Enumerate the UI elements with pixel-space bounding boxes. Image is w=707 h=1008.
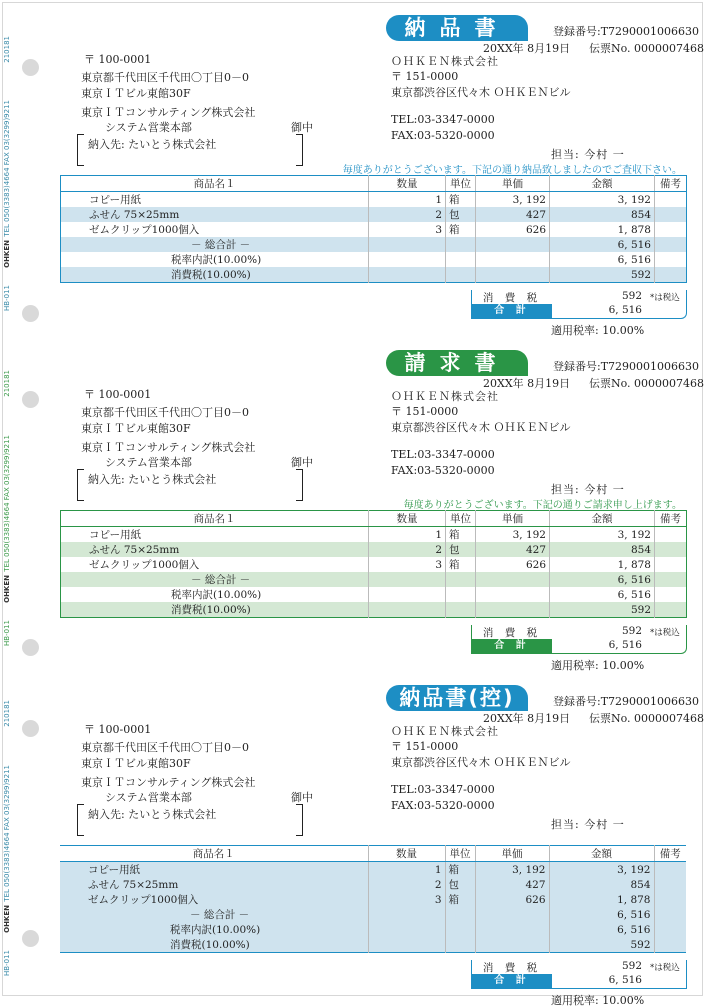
unit-cell: 包 [445,877,475,892]
column-header: 数量 [369,511,446,527]
total-label: 合 計 [472,639,552,653]
sender-address: 東京都渋谷区代々木 ＯＨＫＥＮビル [391,756,571,769]
column-header: 商品名１ [61,511,369,527]
table-row [61,587,687,602]
amount-cell: 6, 516 [550,572,655,587]
honorific: 御中 [291,121,313,134]
punch-hole [22,305,39,322]
sender-company: ＯＨＫＥＮ株式会社 [391,55,499,68]
unit-price-cell [476,602,550,618]
amount-cell: 6, 516 [550,237,655,252]
applied-tax-rate: 適用税率: 10.00% [551,324,645,337]
unit-cell [446,237,476,252]
unit-cell [446,602,476,618]
quantity-cell [368,937,445,953]
amount-cell: 592 [550,602,655,618]
amount-cell: 1, 878 [550,222,655,237]
remarks-cell [654,937,686,953]
ship-to-bracket-right [296,804,303,836]
table-row [61,222,687,237]
table-row [60,907,686,922]
unit-cell: 箱 [446,192,476,208]
ship-to-bracket-left [77,134,84,166]
column-header: 金額 [550,511,655,527]
total-row [471,974,686,988]
issue-date: 20XX年 8月19日 [483,42,571,55]
item-name-cell: ゼムクリップ1000個入 [61,222,369,237]
amount-cell: 854 [549,877,654,892]
column-header: 備考 [654,846,686,862]
slip-number: 伝票No. 0000007468 [589,712,705,725]
sender-postal: 〒 151-0000 [391,70,459,83]
recipient-postal: 〒 100-0001 [84,388,152,401]
table-header-row [61,176,687,192]
item-name-cell: ふせん 75×25mm [61,542,369,557]
recipient-address-1: 東京都千代田区千代田〇丁目0－0 [81,71,249,84]
column-header: 単価 [476,511,550,527]
unit-price-cell: 427 [475,877,549,892]
amount-cell: 1, 878 [549,892,654,907]
item-name-cell: ふせん 75×25mm [61,207,369,222]
recipient-postal: 〒 100-0001 [84,53,152,66]
unit-cell: 箱 [445,862,475,878]
staff-name: 担当: 今村 一 [551,148,625,161]
item-name-cell: 消費税(10.00%) [61,602,369,618]
totals-box [471,625,687,654]
table-row [60,862,686,878]
item-name-cell: ふせん 75×25mm [60,877,368,892]
quantity-cell: 3 [369,222,446,237]
sender-tel: TEL:03-3347-0000 [391,783,495,796]
quantity-cell: 3 [369,557,446,572]
remarks-cell [655,557,687,572]
table-row [61,267,687,283]
total-label: 合 計 [472,974,552,988]
item-name-cell: － 総合計 － [61,572,369,587]
side-form-code: HB-011 [3,620,11,646]
table-body [60,862,686,953]
recipient-postal: 〒 100-0001 [84,723,152,736]
table-row [61,192,687,208]
total-row [471,304,686,318]
ship-to-bracket-right [296,134,303,166]
sender-address: 東京都渋谷区代々木 ＯＨＫＥＮビル [391,421,571,434]
unit-cell: 包 [446,207,476,222]
unit-cell [446,252,476,267]
column-header: 商品名１ [61,176,369,192]
remarks-cell [655,267,687,283]
remarks-cell [654,877,686,892]
sender-postal: 〒 151-0000 [391,740,459,753]
remarks-cell [655,527,687,543]
recipient-address-1: 東京都千代田区千代田〇丁目0－0 [81,741,249,754]
tax-label: 消 費 税 [482,962,542,974]
side-code: 210181 [3,700,11,727]
recipient-department: システム営業本部 [105,791,192,804]
document-title: 納品書 [386,15,528,41]
unit-cell [445,937,475,953]
unit-cell [446,572,476,587]
quantity-cell: 3 [368,892,445,907]
total-value: 6, 516 [608,974,642,986]
quantity-cell: 2 [368,877,445,892]
side-form-code: HB-011 [3,950,11,976]
ship-to-bracket-right [296,469,303,501]
sender-fax: FAX:03-5320-0000 [391,129,495,142]
side-brand-logo: OHKEN [3,575,11,603]
unit-price-cell [475,907,549,922]
amount-cell: 592 [550,267,655,283]
unit-cell [446,267,476,283]
table-body [61,192,687,283]
remarks-cell [655,192,687,208]
unit-price-cell: 3, 192 [476,192,550,208]
quantity-cell: 1 [369,192,446,208]
quantity-cell [369,587,446,602]
side-brand-logo: OHKEN [3,905,11,933]
column-header: 単位 [446,511,476,527]
remarks-cell [655,252,687,267]
ship-to: 納入先: たいとう株式会社 [88,473,217,486]
ship-to: 納入先: たいとう株式会社 [88,808,217,821]
side-brand-logo: OHKEN [3,240,11,268]
table-row [60,892,686,907]
table-row [60,877,686,892]
unit-cell: 箱 [446,527,476,543]
table-row [61,252,687,267]
side-code: 210181 [3,36,11,63]
recipient-company: 東京ＩＴコンサルティング株式会社 [81,441,256,454]
amount-cell: 592 [549,937,654,953]
column-header: 単価 [475,846,549,862]
remarks-cell [655,602,687,618]
amount-cell: 3, 192 [550,192,655,208]
table-row [60,922,686,937]
column-header: 数量 [368,846,445,862]
side-code: 210181 [3,370,11,397]
amount-cell: 6, 516 [549,907,654,922]
tax-value: 592 [621,290,642,302]
column-header: 数量 [369,176,446,192]
sender-company: ＯＨＫＥＮ株式会社 [391,725,499,738]
recipient-address-2: 東京ＩＴビル東館30F [81,87,191,100]
sender-company: ＯＨＫＥＮ株式会社 [391,390,499,403]
recipient-address-2: 東京ＩＴビル東館30F [81,757,191,770]
amount-cell: 6, 516 [549,922,654,937]
unit-price-cell [475,922,549,937]
quantity-cell: 1 [369,527,446,543]
remarks-cell [655,587,687,602]
item-name-cell: コピー用紙 [61,192,369,208]
ship-to: 納入先: たいとう株式会社 [88,138,217,151]
side-phone: TEL 050(3383)4664 FAX 03(3299)9211 [3,765,11,902]
column-header: 備考 [655,511,687,527]
slip-number: 伝票No. 0000007468 [589,42,705,55]
tax-note: *は税込 [650,963,680,973]
recipient-address-1: 東京都千代田区千代田〇丁目0－0 [81,406,249,419]
remarks-cell [654,892,686,907]
remarks-cell [655,542,687,557]
total-label: 合 計 [472,304,552,318]
total-row [471,639,686,653]
sender-address: 東京都渋谷区代々木 ＯＨＫＥＮビル [391,86,571,99]
punch-hole [22,720,39,737]
unit-price-cell [476,587,550,602]
sender-fax: FAX:03-5320-0000 [391,464,495,477]
table-header-row [61,511,687,527]
item-name-cell: 税率内訳(10.00%) [61,587,369,602]
amount-cell: 854 [550,207,655,222]
punch-hole [22,59,39,76]
item-name-cell: ゼムクリップ1000個入 [60,892,368,907]
amount-cell: 6, 516 [550,587,655,602]
table-row [61,572,687,587]
ship-to-bracket-left [77,469,84,501]
sender-tel: TEL:03-3347-0000 [391,113,495,126]
unit-price-cell [476,252,550,267]
items-table [60,175,687,283]
honorific: 御中 [291,791,313,804]
unit-price-cell [476,572,550,587]
unit-cell: 箱 [446,222,476,237]
table-row [61,542,687,557]
greeting-message: 毎度ありがとうございます。下記の通りご請求申し上げます。 [403,500,682,511]
item-name-cell: ゼムクリップ1000個入 [61,557,369,572]
applied-tax-rate: 適用税率: 10.00% [551,659,645,672]
document-title: 請求書 [386,350,528,376]
amount-cell: 3, 192 [549,862,654,878]
honorific: 御中 [291,456,313,469]
unit-price-cell [476,237,550,252]
issue-date: 20XX年 8月19日 [483,712,571,725]
table-row [61,527,687,543]
item-name-cell: 消費税(10.00%) [61,267,369,283]
column-header: 単価 [476,176,550,192]
unit-price-cell: 427 [476,542,550,557]
quantity-cell: 2 [369,542,446,557]
registration-number: 登録番号:T7290001006630 [553,25,700,38]
unit-cell: 箱 [445,892,475,907]
column-header: 備考 [655,176,687,192]
remarks-cell [655,237,687,252]
items-table [60,510,687,618]
totals-box [471,290,687,319]
unit-cell: 包 [446,542,476,557]
recipient-department: システム営業本部 [105,456,192,469]
remarks-cell [654,862,686,878]
quantity-cell [369,267,446,283]
remarks-cell [655,572,687,587]
unit-cell [445,922,475,937]
registration-number: 登録番号:T7290001006630 [553,360,700,373]
staff-name: 担当: 今村 一 [551,483,625,496]
total-value: 6, 516 [608,304,642,316]
recipient-address-2: 東京ＩＴビル東館30F [81,422,191,435]
tax-value: 592 [621,960,642,972]
table-row [61,237,687,252]
quantity-cell [368,907,445,922]
item-name-cell: － 総合計 － [61,237,369,252]
column-header: 金額 [549,846,654,862]
tax-label: 消 費 税 [482,292,542,304]
item-name-cell: － 総合計 － [60,907,368,922]
quantity-cell [369,572,446,587]
table-body [61,527,687,618]
punch-hole [22,930,39,947]
punch-hole [22,639,39,656]
column-header: 単位 [446,176,476,192]
table-header-row [60,846,686,862]
amount-cell: 3, 192 [550,527,655,543]
totals-box [471,960,687,989]
quantity-cell [369,252,446,267]
item-name-cell: 税率内訳(10.00%) [60,922,368,937]
column-header: 商品名１ [60,846,368,862]
sender-postal: 〒 151-0000 [391,405,459,418]
quantity-cell: 2 [369,207,446,222]
quantity-cell: 1 [368,862,445,878]
item-name-cell: コピー用紙 [60,862,368,878]
sender-tel: TEL:03-3347-0000 [391,448,495,461]
remarks-cell [654,922,686,937]
tax-label: 消 費 税 [482,627,542,639]
tax-row [471,290,686,304]
unit-price-cell: 626 [476,557,550,572]
item-name-cell: 税率内訳(10.00%) [61,252,369,267]
table-row [61,602,687,618]
unit-price-cell [475,937,549,953]
issue-date: 20XX年 8月19日 [483,377,571,390]
side-form-code: HB-011 [3,285,11,311]
unit-cell [446,587,476,602]
table-row [61,557,687,572]
staff-name: 担当: 今村 一 [551,818,625,831]
side-phone: TEL 050(3383)4664 FAX 03(3299)9211 [3,100,11,237]
punch-hole [22,391,39,408]
item-name-cell: 消費税(10.00%) [60,937,368,953]
remarks-cell [654,907,686,922]
unit-cell: 箱 [446,557,476,572]
quantity-cell [369,237,446,252]
greeting-message: 毎度ありがとうございます。下記の通り納品致しましたのでご査収下さい。 [342,165,682,176]
recipient-company: 東京ＩＴコンサルティング株式会社 [81,776,256,789]
amount-cell: 6, 516 [550,252,655,267]
table-row [61,207,687,222]
document-title: 納品書(控) [386,685,528,711]
remarks-cell [655,207,687,222]
recipient-department: システム営業本部 [105,121,192,134]
items-table [60,845,686,953]
unit-price-cell: 626 [475,892,549,907]
tax-note: *は税込 [650,293,680,303]
tax-value: 592 [621,625,642,637]
quantity-cell [368,922,445,937]
column-header: 金額 [550,176,655,192]
unit-price-cell [476,267,550,283]
slip-number: 伝票No. 0000007468 [589,377,705,390]
recipient-company: 東京ＩＴコンサルティング株式会社 [81,106,256,119]
item-name-cell: コピー用紙 [61,527,369,543]
quantity-cell [369,602,446,618]
tax-row [471,960,686,974]
unit-price-cell: 626 [476,222,550,237]
unit-price-cell: 427 [476,207,550,222]
unit-price-cell: 3, 192 [476,527,550,543]
registration-number: 登録番号:T7290001006630 [553,695,700,708]
sender-fax: FAX:03-5320-0000 [391,799,495,812]
ship-to-bracket-left [77,804,84,836]
side-phone: TEL 050(3383)4664 FAX 03(3299)9211 [3,435,11,572]
tax-note: *は税込 [650,628,680,638]
unit-cell [445,907,475,922]
unit-price-cell: 3, 192 [475,862,549,878]
tax-row [471,625,686,639]
table-row [60,937,686,953]
remarks-cell [655,222,687,237]
applied-tax-rate: 適用税率: 10.00% [551,994,645,1007]
column-header: 単位 [445,846,475,862]
amount-cell: 854 [550,542,655,557]
total-value: 6, 516 [608,639,642,651]
amount-cell: 1, 878 [550,557,655,572]
